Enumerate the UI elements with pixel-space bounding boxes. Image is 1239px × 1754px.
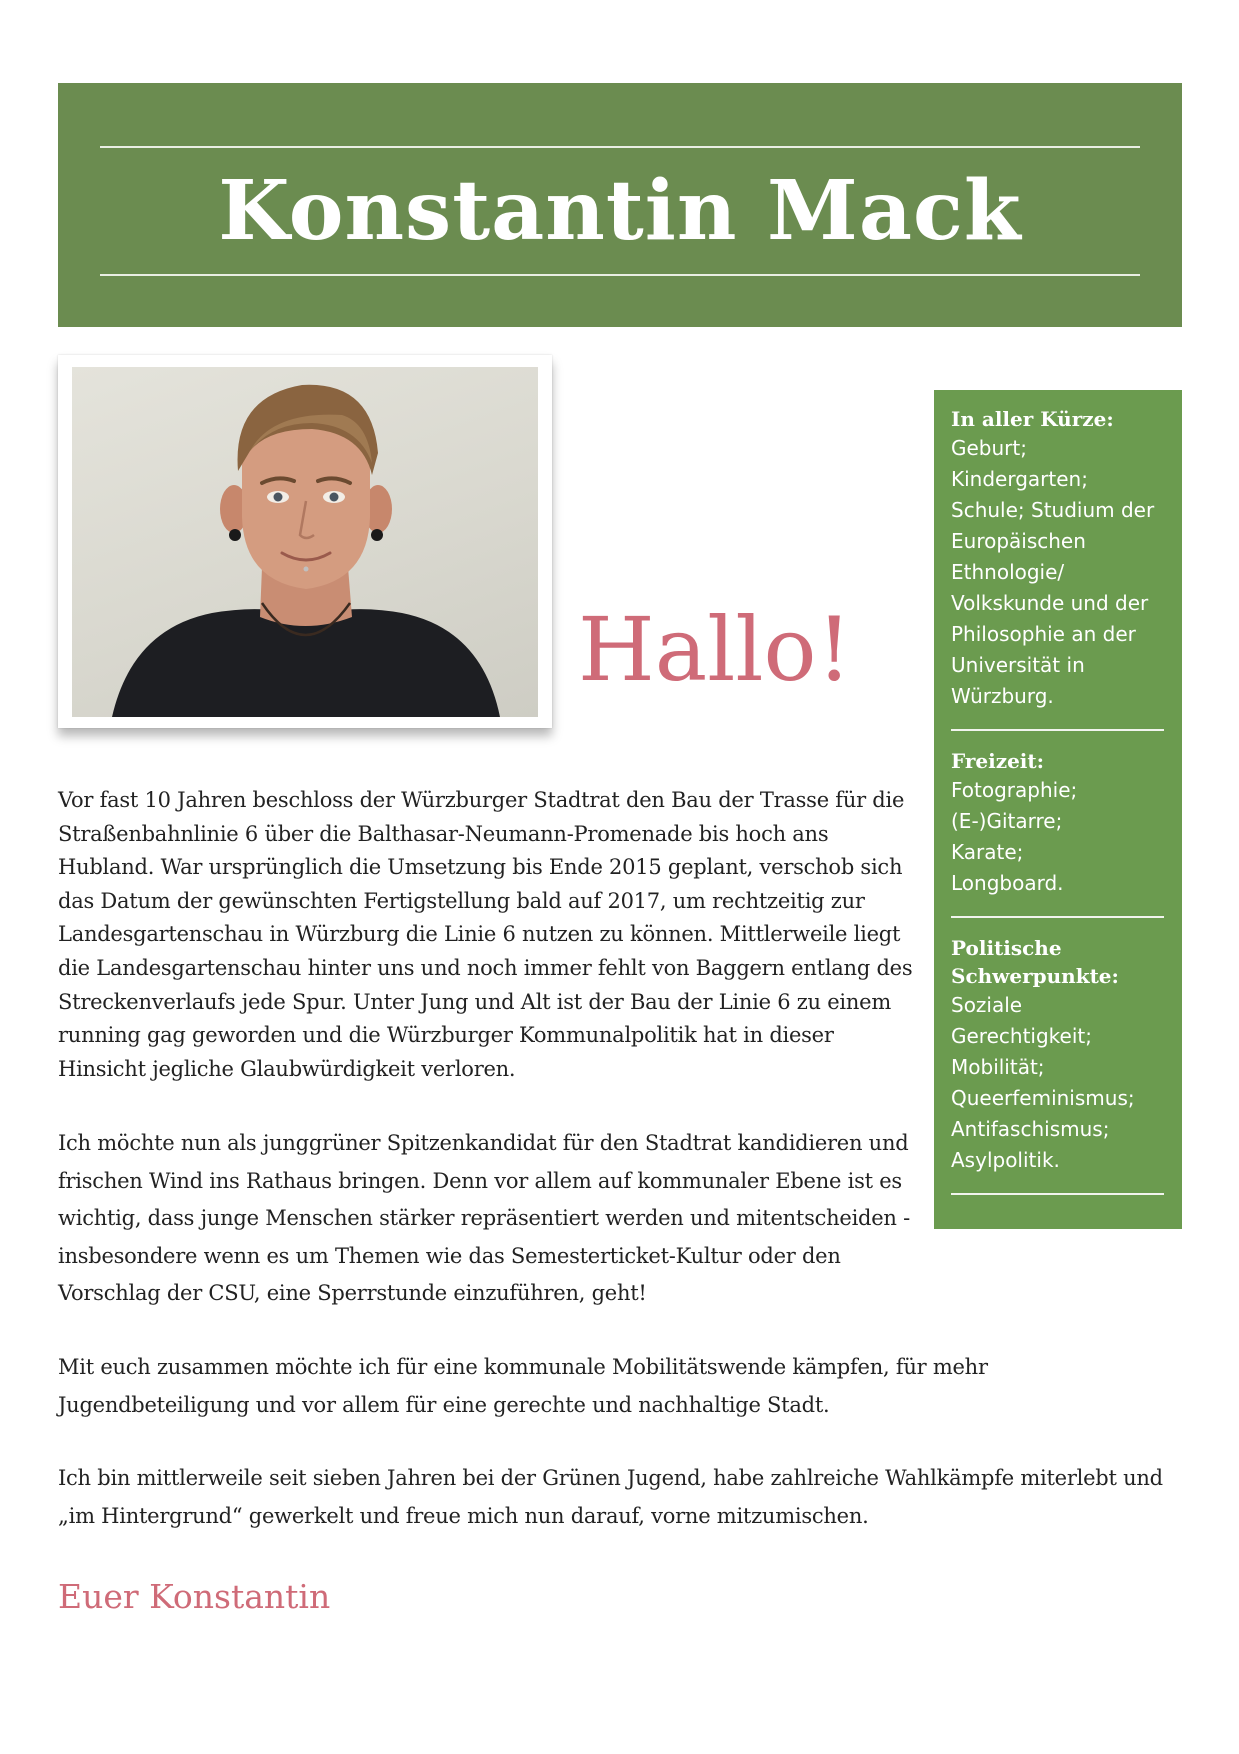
banner-bottom-rule <box>100 274 1140 276</box>
portrait-photo <box>58 355 552 728</box>
page-title: Konstantin Mack <box>218 163 1022 259</box>
sidebar-heading: Politische Schwerpunkte: <box>951 936 1119 988</box>
sidebar-section-summary <box>951 405 1164 712</box>
sidebar-divider <box>951 1193 1164 1195</box>
sidebar-text: Geburt; Kindergarten; Schule; Studium der Europäischen Ethnologie/ Volkskunde und der Philosophie an der Universität in Würzburg. <box>951 436 1155 708</box>
body-paragraph: Vor fast 10 Jahren beschloss der Würzburger Stadtrat den Bau der Trasse für die Straßenbahnlinie 6 über die Balthasar-Neumann-Promenade bis hoch ans Hubland. War ursprünglich die Umsetzung bis Ende 2015 geplant, verschob sich das Datum der gewünschten Fertigstellung bald auf 2017, um rechtzeitig zur Landesgartenschau in Würzburg die Linie 6 nutzen zu können. Mittlerweile liegt die Landesgartenschau hinter uns und noch immer fehlt von Baggern entlang des Streckenverlaufs jede Spur. Unter Jung und Alt ist der Bau der Linie 6 zu einem running gag geworden und die Würzburger Kommunalpolitik hat in dieser Hinsicht jegliche Glaubwürdigkeit verloren. <box>58 788 913 1081</box>
portrait-image <box>72 367 538 717</box>
sidebar-section-focus <box>951 934 1164 1176</box>
body-paragraph: Ich möchte nun als junggrüner Spitzenkandidat für den Stadtrat kandidieren und frischen Wind ins Rathaus bringen. Denn vor allem auf kommunaler Ebene ist es wichtig, dass junge Menschen stärker repräsentiert werden und mitentscheiden - insbesondere wenn es um Themen wie das Semesterticket-Kultur oder den Vorschlag der CSU, eine Sperrstunde einzuführen, geht! <box>58 1131 910 1305</box>
sidebar-divider <box>951 729 1164 731</box>
greeting-heading: Hallo! <box>578 598 852 701</box>
facts-sidebar <box>934 390 1182 1229</box>
sidebar-text: Fotographie; (E-)Gitarre; Karate; Longboard. <box>951 778 1078 895</box>
signoff: Euer Konstantin <box>58 1577 331 1616</box>
body-paragraph: Mit euch zusammen möchte ich für eine kommunale Mobilitätswende kämpfen, für mehr Jugendbeteiligung und vor allem für eine gerechte und nachhaltige Stadt. <box>58 1355 988 1417</box>
name-banner <box>58 83 1182 327</box>
sidebar-heading: Freizeit: <box>951 749 1045 773</box>
sidebar-section-hobbies <box>951 747 1164 899</box>
sidebar-heading: In aller Kürze: <box>951 407 1114 431</box>
sidebar-divider <box>951 916 1164 918</box>
banner-top-rule <box>100 146 1140 148</box>
body-paragraph: Ich bin mittlerweile seit sieben Jahren bei der Grünen Jugend, habe zahlreiche Wahlkämpfe miterlebt und „im Hintergrund“ gewerkelt und freue mich nun darauf, vorne mitzumischen. <box>58 1466 1163 1528</box>
sidebar-text: Soziale Gerechtigkeit; Mobilität; Queerfeminismus; Antifaschismus; Asylpolitik. <box>951 993 1135 1172</box>
